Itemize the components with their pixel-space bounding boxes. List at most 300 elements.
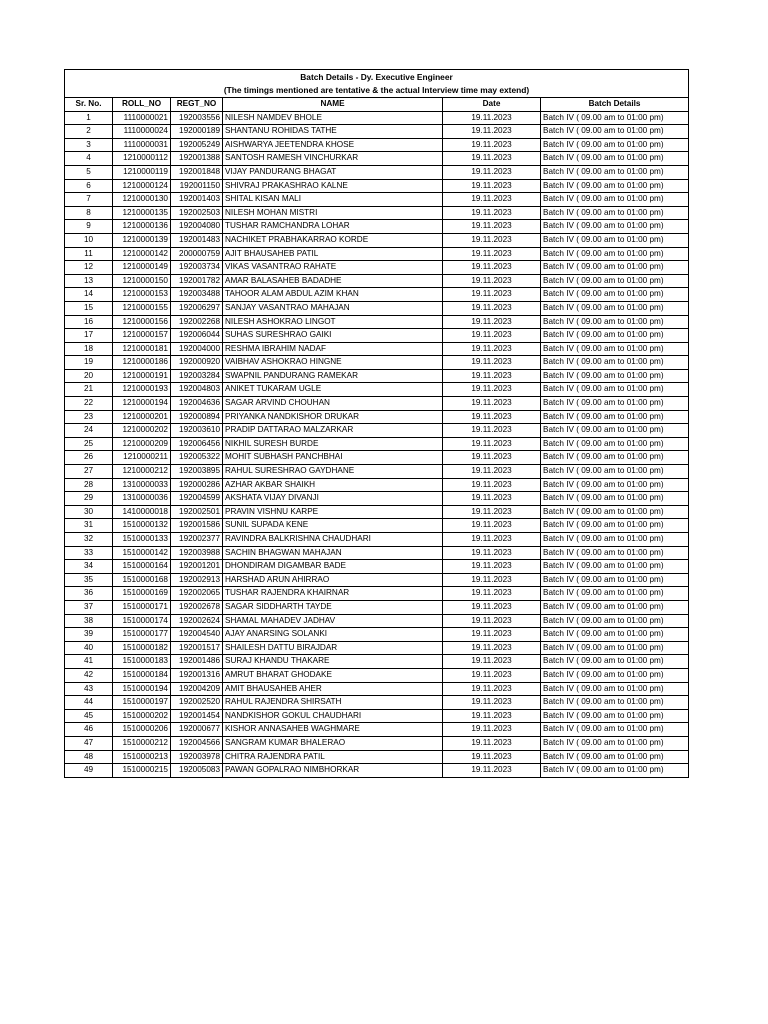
cell-batch-details: Batch IV ( 09.00 am to 01:00 pm) [541,125,689,139]
cell-regt-no: 192004803 [171,383,223,397]
cell-sr-no: 28 [65,478,113,492]
cell-date: 19.11.2023 [443,342,541,356]
cell-date: 19.11.2023 [443,261,541,275]
cell-batch-details: Batch IV ( 09.00 am to 01:00 pm) [541,179,689,193]
table-row [65,342,689,356]
cell-regt-no: 192004566 [171,736,223,750]
cell-regt-no: 192004209 [171,682,223,696]
cell-roll-no: 1110000031 [113,138,171,152]
cell-date: 19.11.2023 [443,519,541,533]
cell-batch-details: Batch IV ( 09.00 am to 01:00 pm) [541,546,689,560]
cell-regt-no: 192002503 [171,206,223,220]
column-header-batch-details: Batch Details [541,98,689,112]
cell-sr-no: 6 [65,179,113,193]
table-row [65,628,689,642]
cell-name: SHANTANU ROHIDAS TATHE [223,125,443,139]
cell-sr-no: 35 [65,573,113,587]
table-row [65,274,689,288]
cell-name: AZHAR AKBAR SHAIKH [223,478,443,492]
cell-name: VIJAY PANDURANG BHAGAT [223,165,443,179]
batch-details-sheet [64,69,688,778]
cell-batch-details: Batch IV ( 09.00 am to 01:00 pm) [541,723,689,737]
cell-roll-no: 1210000191 [113,369,171,383]
cell-name: VIKAS VASANTRAO RAHATE [223,261,443,275]
cell-date: 19.11.2023 [443,152,541,166]
table-row [65,424,689,438]
table-row [65,288,689,302]
table-row [65,233,689,247]
cell-batch-details: Batch IV ( 09.00 am to 01:00 pm) [541,764,689,778]
cell-sr-no: 13 [65,274,113,288]
cell-roll-no: 1510000197 [113,696,171,710]
cell-regt-no: 192003734 [171,261,223,275]
cell-sr-no: 24 [65,424,113,438]
cell-name: VAIBHAV ASHOKRAO HINGNE [223,356,443,370]
cell-batch-details: Batch IV ( 09.00 am to 01:00 pm) [541,437,689,451]
table-row [65,301,689,315]
table-row [65,369,689,383]
cell-date: 19.11.2023 [443,179,541,193]
cell-batch-details: Batch IV ( 09.00 am to 01:00 pm) [541,668,689,682]
table-row [65,329,689,343]
table-row [65,764,689,778]
cell-date: 19.11.2023 [443,696,541,710]
cell-batch-details: Batch IV ( 09.00 am to 01:00 pm) [541,519,689,533]
cell-roll-no: 1210000112 [113,152,171,166]
cell-regt-no: 192006044 [171,329,223,343]
cell-date: 19.11.2023 [443,478,541,492]
cell-regt-no: 192000189 [171,125,223,139]
cell-batch-details: Batch IV ( 09.00 am to 01:00 pm) [541,220,689,234]
cell-sr-no: 25 [65,437,113,451]
table-row [65,519,689,533]
cell-regt-no: 192001150 [171,179,223,193]
cell-batch-details: Batch IV ( 09.00 am to 01:00 pm) [541,736,689,750]
cell-batch-details: Batch IV ( 09.00 am to 01:00 pm) [541,315,689,329]
cell-batch-details: Batch IV ( 09.00 am to 01:00 pm) [541,342,689,356]
cell-name: MOHIT SUBHASH PANCHBHAI [223,451,443,465]
cell-roll-no: 1210000181 [113,342,171,356]
cell-roll-no: 1510000183 [113,655,171,669]
cell-sr-no: 23 [65,410,113,424]
table-row [65,410,689,424]
cell-name: SHITAL KISAN MALI [223,193,443,207]
cell-sr-no: 26 [65,451,113,465]
cell-regt-no: 192006456 [171,437,223,451]
column-header-row [65,98,689,112]
cell-regt-no: 192002065 [171,587,223,601]
cell-batch-details: Batch IV ( 09.00 am to 01:00 pm) [541,165,689,179]
cell-batch-details: Batch IV ( 09.00 am to 01:00 pm) [541,274,689,288]
cell-regt-no: 192003556 [171,111,223,125]
cell-regt-no: 192004636 [171,397,223,411]
cell-roll-no: 1210000209 [113,437,171,451]
cell-regt-no: 192004599 [171,492,223,506]
cell-sr-no: 30 [65,505,113,519]
cell-batch-details: Batch IV ( 09.00 am to 01:00 pm) [541,478,689,492]
cell-batch-details: Batch IV ( 09.00 am to 01:00 pm) [541,451,689,465]
table-row [65,587,689,601]
cell-date: 19.11.2023 [443,668,541,682]
cell-roll-no: 1210000186 [113,356,171,370]
cell-regt-no: 192001483 [171,233,223,247]
table-row [65,261,689,275]
cell-batch-details: Batch IV ( 09.00 am to 01:00 pm) [541,383,689,397]
cell-roll-no: 1410000018 [113,505,171,519]
table-row [65,220,689,234]
table-row [65,193,689,207]
cell-name: AISHWARYA JEETENDRA KHOSE [223,138,443,152]
cell-batch-details: Batch IV ( 09.00 am to 01:00 pm) [541,356,689,370]
cell-date: 19.11.2023 [443,587,541,601]
cell-name: RESHMA IBRAHIM NADAF [223,342,443,356]
table-row [65,641,689,655]
table-row [65,750,689,764]
cell-batch-details: Batch IV ( 09.00 am to 01:00 pm) [541,533,689,547]
cell-name: SANTOSH RAMESH VINCHURKAR [223,152,443,166]
cell-name: DHONDIRAM DIGAMBAR BADE [223,560,443,574]
cell-sr-no: 31 [65,519,113,533]
cell-name: SURAJ KHANDU THAKARE [223,655,443,669]
cell-batch-details: Batch IV ( 09.00 am to 01:00 pm) [541,560,689,574]
cell-sr-no: 1 [65,111,113,125]
cell-batch-details: Batch IV ( 09.00 am to 01:00 pm) [541,709,689,723]
cell-batch-details: Batch IV ( 09.00 am to 01:00 pm) [541,410,689,424]
cell-sr-no: 7 [65,193,113,207]
cell-regt-no: 192003610 [171,424,223,438]
cell-date: 19.11.2023 [443,383,541,397]
cell-regt-no: 192003488 [171,288,223,302]
cell-name: SHIVRAJ PRAKASHRAO KALNE [223,179,443,193]
cell-regt-no: 192001486 [171,655,223,669]
sheet-title: Batch Details - Dy. Executive Engineer [65,70,689,85]
cell-name: KISHOR ANNASAHEB WAGHMARE [223,723,443,737]
cell-name: AMIT BHAUSAHEB AHER [223,682,443,696]
table-row [65,723,689,737]
table-row [65,736,689,750]
cell-batch-details: Batch IV ( 09.00 am to 01:00 pm) [541,573,689,587]
cell-date: 19.11.2023 [443,247,541,261]
cell-batch-details: Batch IV ( 09.00 am to 01:00 pm) [541,193,689,207]
cell-roll-no: 1510000132 [113,519,171,533]
cell-date: 19.11.2023 [443,165,541,179]
cell-batch-details: Batch IV ( 09.00 am to 01:00 pm) [541,138,689,152]
cell-sr-no: 12 [65,261,113,275]
cell-roll-no: 1510000164 [113,560,171,574]
cell-date: 19.11.2023 [443,125,541,139]
cell-roll-no: 1110000024 [113,125,171,139]
batch-table [64,69,689,778]
cell-roll-no: 1510000206 [113,723,171,737]
cell-name: NACHIKET PRABHAKARRAO KORDE [223,233,443,247]
cell-date: 19.11.2023 [443,451,541,465]
cell-batch-details: Batch IV ( 09.00 am to 01:00 pm) [541,261,689,275]
cell-roll-no: 1510000142 [113,546,171,560]
cell-roll-no: 1510000212 [113,736,171,750]
cell-date: 19.11.2023 [443,356,541,370]
cell-batch-details: Batch IV ( 09.00 am to 01:00 pm) [541,424,689,438]
cell-date: 19.11.2023 [443,111,541,125]
table-body [65,111,689,777]
cell-regt-no: 192005249 [171,138,223,152]
cell-sr-no: 5 [65,165,113,179]
cell-regt-no: 192000677 [171,723,223,737]
cell-regt-no: 192003284 [171,369,223,383]
column-header-sr-no: Sr. No. [65,98,113,112]
sheet-subtitle: (The timings mentioned are tentative & the actual Interview time may extend) [65,84,689,98]
cell-sr-no: 16 [65,315,113,329]
column-header-regt-no: REGT_NO [171,98,223,112]
cell-sr-no: 8 [65,206,113,220]
subtitle-row [65,84,689,98]
cell-date: 19.11.2023 [443,369,541,383]
cell-regt-no: 192002913 [171,573,223,587]
cell-date: 19.11.2023 [443,750,541,764]
cell-regt-no: 192006297 [171,301,223,315]
cell-sr-no: 10 [65,233,113,247]
cell-date: 19.11.2023 [443,505,541,519]
cell-batch-details: Batch IV ( 09.00 am to 01:00 pm) [541,682,689,696]
cell-date: 19.11.2023 [443,193,541,207]
cell-name: SAGAR SIDDHARTH TAYDE [223,600,443,614]
cell-regt-no: 192001388 [171,152,223,166]
cell-date: 19.11.2023 [443,274,541,288]
table-row [65,492,689,506]
table-row [65,152,689,166]
cell-batch-details: Batch IV ( 09.00 am to 01:00 pm) [541,655,689,669]
table-row [65,533,689,547]
cell-date: 19.11.2023 [443,220,541,234]
cell-batch-details: Batch IV ( 09.00 am to 01:00 pm) [541,465,689,479]
cell-roll-no: 1210000157 [113,329,171,343]
column-header-roll-no: ROLL_NO [113,98,171,112]
table-row [65,247,689,261]
cell-roll-no: 1510000169 [113,587,171,601]
cell-batch-details: Batch IV ( 09.00 am to 01:00 pm) [541,600,689,614]
cell-date: 19.11.2023 [443,465,541,479]
table-row [65,179,689,193]
table-row [65,560,689,574]
cell-name: RAHUL SURESHRAO GAYDHANE [223,465,443,479]
cell-roll-no: 1510000182 [113,641,171,655]
cell-date: 19.11.2023 [443,682,541,696]
cell-name: NIKHIL SURESH BURDE [223,437,443,451]
cell-name: NILESH NAMDEV BHOLE [223,111,443,125]
cell-sr-no: 9 [65,220,113,234]
cell-name: PRIYANKA NANDKISHOR DRUKAR [223,410,443,424]
cell-regt-no: 192002678 [171,600,223,614]
cell-sr-no: 3 [65,138,113,152]
cell-name: TAHOOR ALAM ABDUL AZIM KHAN [223,288,443,302]
cell-roll-no: 1510000177 [113,628,171,642]
cell-regt-no: 192005322 [171,451,223,465]
cell-date: 19.11.2023 [443,641,541,655]
cell-sr-no: 49 [65,764,113,778]
cell-regt-no: 192004540 [171,628,223,642]
column-header-name: NAME [223,98,443,112]
cell-name: AJAY ANARSING SOLANKI [223,628,443,642]
cell-batch-details: Batch IV ( 09.00 am to 01:00 pm) [541,288,689,302]
cell-roll-no: 1510000194 [113,682,171,696]
table-row [65,682,689,696]
cell-name: ANIKET TUKARAM UGLE [223,383,443,397]
cell-regt-no: 192002268 [171,315,223,329]
cell-date: 19.11.2023 [443,628,541,642]
cell-sr-no: 45 [65,709,113,723]
cell-sr-no: 48 [65,750,113,764]
cell-sr-no: 36 [65,587,113,601]
cell-batch-details: Batch IV ( 09.00 am to 01:00 pm) [541,329,689,343]
cell-roll-no: 1510000215 [113,764,171,778]
cell-name: NILESH ASHOKRAO LINGOT [223,315,443,329]
cell-batch-details: Batch IV ( 09.00 am to 01:00 pm) [541,301,689,315]
cell-roll-no: 1510000168 [113,573,171,587]
cell-sr-no: 34 [65,560,113,574]
cell-regt-no: 192000286 [171,478,223,492]
cell-date: 19.11.2023 [443,655,541,669]
cell-sr-no: 15 [65,301,113,315]
cell-roll-no: 1210000142 [113,247,171,261]
cell-sr-no: 4 [65,152,113,166]
cell-name: SANJAY VASANTRAO MAHAJAN [223,301,443,315]
cell-sr-no: 21 [65,383,113,397]
cell-roll-no: 1210000149 [113,261,171,275]
cell-sr-no: 11 [65,247,113,261]
cell-roll-no: 1510000184 [113,668,171,682]
cell-name: SAGAR ARVIND CHOUHAN [223,397,443,411]
cell-date: 19.11.2023 [443,614,541,628]
cell-date: 19.11.2023 [443,573,541,587]
cell-regt-no: 192002501 [171,505,223,519]
cell-batch-details: Batch IV ( 09.00 am to 01:00 pm) [541,641,689,655]
table-row [65,383,689,397]
cell-batch-details: Batch IV ( 09.00 am to 01:00 pm) [541,628,689,642]
cell-name: PRAVIN VISHNU KARPE [223,505,443,519]
cell-regt-no: 192000894 [171,410,223,424]
cell-name: SUNIL SUPADA KENE [223,519,443,533]
cell-batch-details: Batch IV ( 09.00 am to 01:00 pm) [541,233,689,247]
cell-roll-no: 1210000150 [113,274,171,288]
cell-name: SHAILESH DATTU BIRAJDAR [223,641,443,655]
cell-regt-no: 192001586 [171,519,223,533]
cell-batch-details: Batch IV ( 09.00 am to 01:00 pm) [541,696,689,710]
cell-roll-no: 1210000130 [113,193,171,207]
cell-batch-details: Batch IV ( 09.00 am to 01:00 pm) [541,206,689,220]
cell-roll-no: 1510000133 [113,533,171,547]
cell-sr-no: 47 [65,736,113,750]
cell-name: HARSHAD ARUN AHIRRAO [223,573,443,587]
table-row [65,655,689,669]
cell-name: TUSHAR RAMCHANDRA LOHAR [223,220,443,234]
cell-date: 19.11.2023 [443,600,541,614]
cell-roll-no: 1210000193 [113,383,171,397]
cell-roll-no: 1210000194 [113,397,171,411]
cell-sr-no: 27 [65,465,113,479]
table-row [65,165,689,179]
cell-roll-no: 1210000124 [113,179,171,193]
cell-batch-details: Batch IV ( 09.00 am to 01:00 pm) [541,369,689,383]
cell-regt-no: 200000759 [171,247,223,261]
cell-name: SHAMAL MAHADEV JADHAV [223,614,443,628]
cell-name: SUHAS SURESHRAO GAIKI [223,329,443,343]
cell-sr-no: 43 [65,682,113,696]
cell-date: 19.11.2023 [443,709,541,723]
cell-sr-no: 42 [65,668,113,682]
cell-regt-no: 192001454 [171,709,223,723]
cell-sr-no: 38 [65,614,113,628]
cell-regt-no: 192002377 [171,533,223,547]
cell-date: 19.11.2023 [443,233,541,247]
table-row [65,465,689,479]
cell-name: SACHIN BHAGWAN MAHAJAN [223,546,443,560]
cell-regt-no: 192005083 [171,764,223,778]
cell-roll-no: 1110000021 [113,111,171,125]
cell-batch-details: Batch IV ( 09.00 am to 01:00 pm) [541,247,689,261]
table-row [65,125,689,139]
cell-regt-no: 192001316 [171,668,223,682]
cell-sr-no: 41 [65,655,113,669]
cell-roll-no: 1510000202 [113,709,171,723]
cell-regt-no: 192001201 [171,560,223,574]
cell-name: PAWAN GOPALRAO NIMBHORKAR [223,764,443,778]
table-row [65,315,689,329]
cell-sr-no: 32 [65,533,113,547]
cell-sr-no: 17 [65,329,113,343]
cell-name: CHITRA RAJENDRA PATIL [223,750,443,764]
cell-name: NILESH MOHAN MISTRI [223,206,443,220]
cell-batch-details: Batch IV ( 09.00 am to 01:00 pm) [541,492,689,506]
cell-roll-no: 1210000119 [113,165,171,179]
cell-name: AMAR BALASAHEB BADADHE [223,274,443,288]
cell-date: 19.11.2023 [443,138,541,152]
table-row [65,451,689,465]
cell-date: 19.11.2023 [443,301,541,315]
table-row [65,573,689,587]
cell-roll-no: 1210000136 [113,220,171,234]
table-row [65,478,689,492]
cell-sr-no: 19 [65,356,113,370]
table-row [65,397,689,411]
cell-roll-no: 1210000135 [113,206,171,220]
cell-name: RAVINDRA BALKRISHNA CHAUDHARI [223,533,443,547]
table-row [65,111,689,125]
table-row [65,546,689,560]
cell-sr-no: 29 [65,492,113,506]
cell-sr-no: 14 [65,288,113,302]
title-row [65,70,689,85]
table-row [65,505,689,519]
cell-date: 19.11.2023 [443,560,541,574]
cell-regt-no: 192004080 [171,220,223,234]
cell-batch-details: Batch IV ( 09.00 am to 01:00 pm) [541,111,689,125]
cell-regt-no: 192002520 [171,696,223,710]
cell-name: AMRUT BHARAT GHODAKE [223,668,443,682]
cell-regt-no: 192004000 [171,342,223,356]
table-row [65,709,689,723]
table-row [65,668,689,682]
cell-sr-no: 37 [65,600,113,614]
cell-regt-no: 192003988 [171,546,223,560]
cell-roll-no: 1210000211 [113,451,171,465]
cell-date: 19.11.2023 [443,424,541,438]
cell-roll-no: 1510000174 [113,614,171,628]
cell-roll-no: 1510000213 [113,750,171,764]
cell-regt-no: 192001403 [171,193,223,207]
cell-sr-no: 46 [65,723,113,737]
cell-roll-no: 1210000212 [113,465,171,479]
cell-name: SWAPNIL PANDURANG RAMEKAR [223,369,443,383]
cell-roll-no: 1210000201 [113,410,171,424]
